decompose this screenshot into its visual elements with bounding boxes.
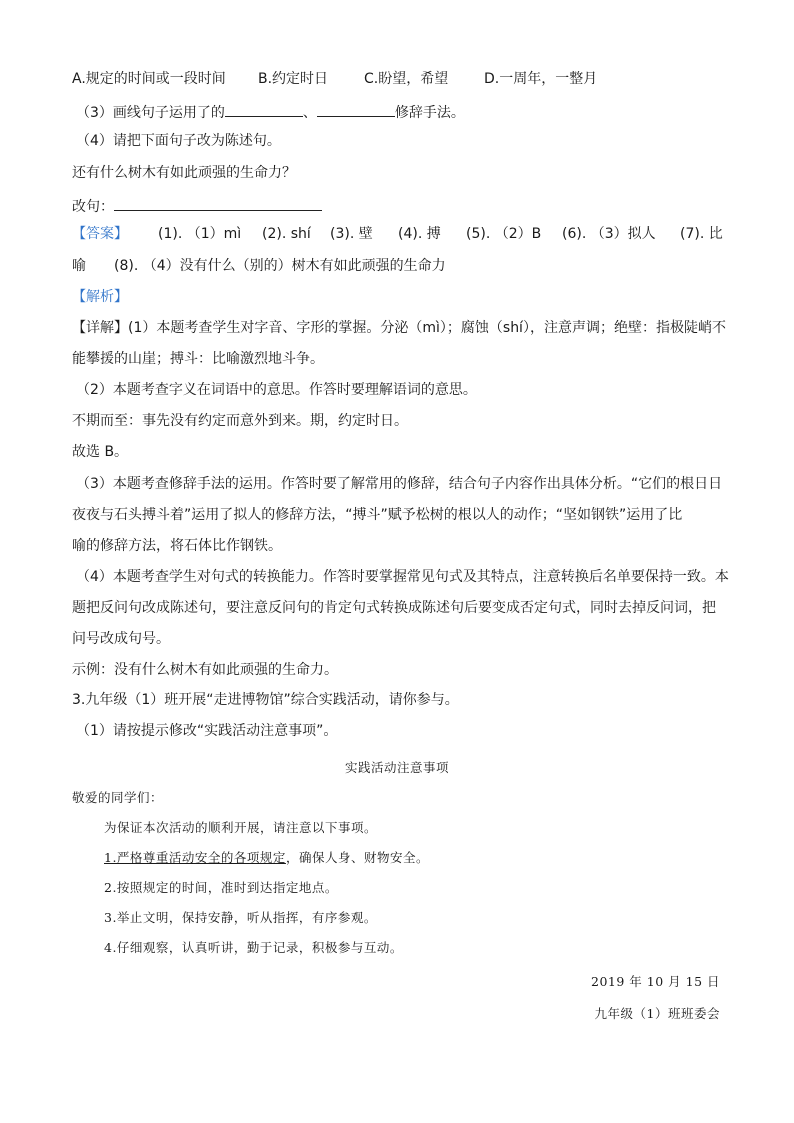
option-d: D.一周年，一整月 <box>484 71 598 87</box>
answer-item-2: (2). shí <box>262 226 311 242</box>
analysis-p6-line2: 题把反问句改成陈述句，要注意反问句的肯定句式转换成陈述句后要变成否定句式，同时去掉反问词，把 <box>72 600 716 616</box>
question-3-fill <box>76 100 465 123</box>
answer-item-1: (1). （1）mì <box>158 226 242 242</box>
notice-item-3: 3.举止文明，保持安静，听从指挥，有序参观。 <box>104 910 377 925</box>
answer-item-4: (4). 搏 <box>398 226 441 242</box>
blank-2[interactable] <box>317 100 395 117</box>
question-4-sentence: 还有什么树木有如此顽强的生命力？ <box>72 165 296 181</box>
rewrite-line <box>72 194 322 217</box>
answer-item-7: (7). 比 <box>680 226 723 242</box>
analysis-example: 示例：没有什么树木有如此顽强的生命力。 <box>72 662 338 678</box>
blank-1[interactable] <box>225 100 303 117</box>
analysis-p6-line1: （4）本题考查学生对句式的转换能力。作答时要掌握常见句式及其特点，注意转换后名单要保持一致。本 <box>76 569 729 585</box>
answer-item-3: (3). 壁 <box>330 226 373 242</box>
option-b: B.约定时日 <box>258 71 329 87</box>
notice-item-1 <box>104 848 429 868</box>
analysis-p2: （2）本题考查字义在词语中的意思。作答时要理解语词的意思。 <box>76 382 477 398</box>
rewrite-label: 改句： <box>72 199 114 215</box>
notice-signature: 九年级（1）班班委会 <box>594 1006 720 1021</box>
q3-text-mid: 、 <box>302 105 317 121</box>
notice-item-1-underlined: 1.严格尊重活动安全的各项规定 <box>104 850 286 865</box>
analysis-p1-line1: 【详解】(1）本题考查学生对字音、字形的掌握。分泌（mì）；腐蚀（shí），注意声调；绝壁：指极陡峭不 <box>72 320 726 336</box>
q3-text-pre: （3）画线句子运用了的 <box>76 105 225 121</box>
analysis-p5-line2: 夜夜与石头搏斗着”运用了拟人的修辞方法，“搏斗”赋予松树的根以人的动作；“坚如钢铁”运用了比 <box>72 507 683 523</box>
question-3-title: 3.九年级（1）班开展“走进博物馆”综合实践活动，请你参与。 <box>72 692 459 708</box>
answer-item-8: (8). （4）没有什么（别的）树木有如此顽强的生命力 <box>114 258 446 274</box>
notice-intro: 为保证本次活动的顺利开展，请注意以下事项。 <box>104 820 378 835</box>
analysis-p3: 不期而至：事先没有约定而意外到来。期，约定时日。 <box>72 413 408 429</box>
notice-title: 实践活动注意事项 <box>344 760 449 775</box>
analysis-p4: 故选 B。 <box>72 444 129 460</box>
question-4-prompt: （4）请把下面句子改为陈述句。 <box>76 133 281 149</box>
question-3-sub: （1）请按提示修改“实践活动注意事项”。 <box>76 723 338 739</box>
analysis-p1-line2: 能攀援的山崖；搏斗：比喻激烈地斗争。 <box>72 351 324 367</box>
answer-item-6: (6). （3）拟人 <box>562 226 656 242</box>
option-c: C.盼望，希望 <box>364 71 449 87</box>
notice-item-2: 2.按照规定的时间，准时到达指定地点。 <box>104 880 338 895</box>
analysis-label: 【解析】 <box>72 289 128 305</box>
notice-item-4: 4.仔细观察，认真听讲，勤于记录，积极参与互动。 <box>104 940 403 955</box>
answer-line2-a: 喻 <box>72 258 86 274</box>
notice-date: 2019 年 10 月 15 日 <box>591 974 720 989</box>
answer-label: 【答案】 <box>72 226 128 242</box>
notice-item-1-rest: ，确保人身、财物安全。 <box>285 850 429 865</box>
rewrite-blank[interactable] <box>114 194 322 211</box>
q3-text-post: 修辞手法。 <box>394 105 465 121</box>
analysis-p5-line1: （3）本题考查修辞手法的运用。作答时要了解常用的修辞，结合句子内容作出具体分析。“它们的根日日 <box>76 476 723 492</box>
answer-item-5: (5). （2）B <box>466 226 542 242</box>
analysis-p6-line3: 问号改成句号。 <box>72 631 170 647</box>
analysis-p5-line3: 喻的修辞方法，将石体比作钢铁。 <box>72 538 282 554</box>
option-a: A.规定的时间或一段时间 <box>72 71 226 87</box>
notice-greeting: 敬爱的同学们： <box>72 790 164 805</box>
